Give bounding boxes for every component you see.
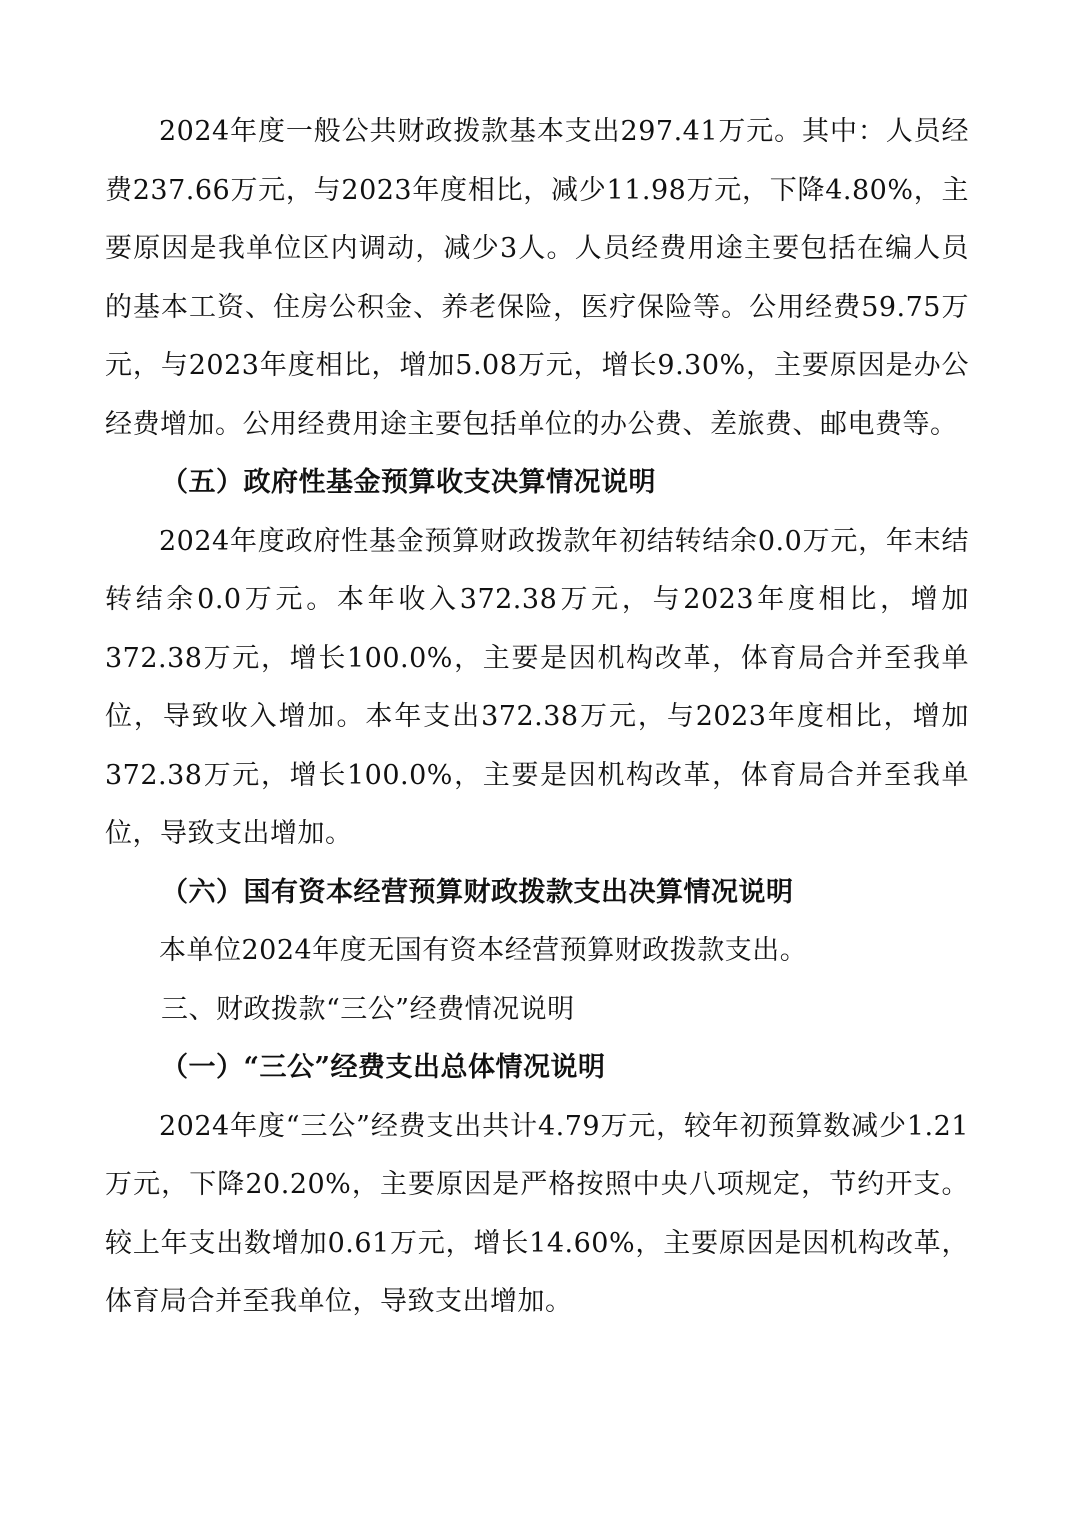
paragraph-government-fund: 2024年度政府性基金预算财政拨款年初结转结余0.0万元，年末结转结余0.0万元。本年收入372.38万元，与2023年度相比，增加372.38万元，增长100.0%，主要是因机构改革，体育局合并至我单位，导致收入增加。本年支出372.38万元，与2023年度相比，增加372.38万元，增长100.0%，主要是因机构改革，体育局合并至我单位，导致支出增加。 [105,525,969,849]
paragraph-basic-expenditure: 2024年度一般公共财政拨款基本支出297.41万元。其中：人员经费237.66万元，与2023年度相比，减少11.98万元，下降4.80%，主要原因是我单位区内调动，减少3人。人员经费用途主要包括在编人员的基本工资、住房公积金、养老保险，医疗保险等。公用经费59.75万元，与2023年度相比，增加5.08万元，增长9.30%，主要原因是办公经费增加。公用经费用途主要包括单位的办公费、差旅费、邮电费等。 [105,116,969,440]
heading-three-public-overall: （一）“三公”经费支出总体情况说明 [161,1052,606,1083]
heading-state-capital: （六）国有资本经营预算财政拨款支出决算情况说明 [161,876,794,908]
paragraph-three-public-overall: 2024年度“三公”经费支出共计4.79万元，较年初预算数减少1.21万元，下降20.20%，主要原因是严格按照中央八项规定，节约开支。较上年支出数增加0.61万元，增长14.60%，主要原因是因机构改革，体育局合并至我单位，导致支出增加。 [105,1110,969,1317]
paragraph-state-capital: 本单位2024年度无国有资本经营预算财政拨款支出。 [159,935,808,966]
heading-government-fund: （五）政府性基金预算收支决算情况说明 [161,467,656,498]
section-three-public: 三、财政拨款“三公”经费情况说明 [161,993,575,1025]
